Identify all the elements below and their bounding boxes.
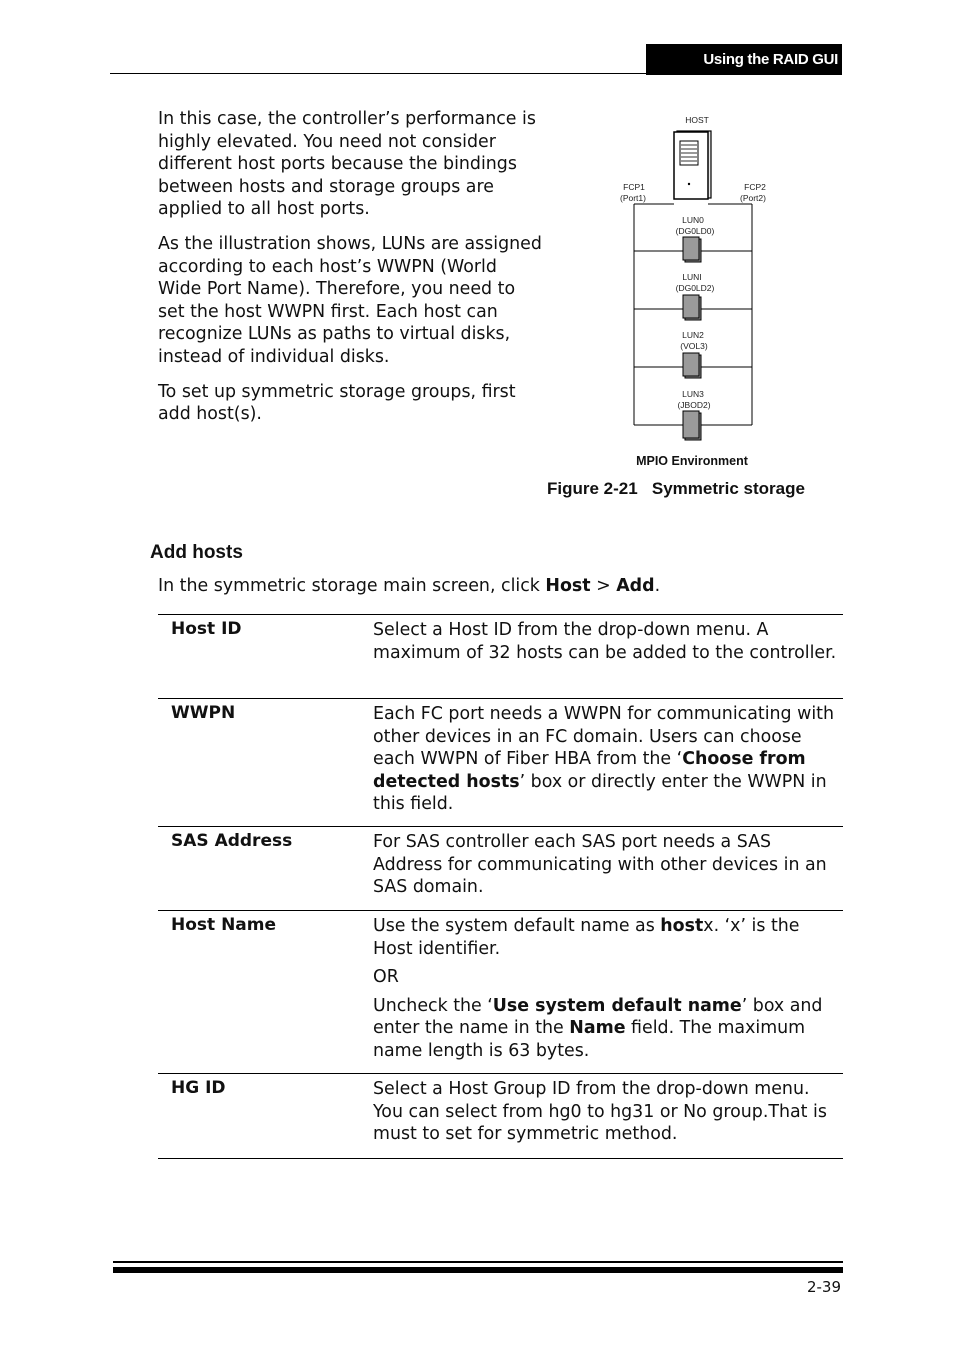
host-label: HOST [685, 115, 709, 125]
field-description [373, 827, 843, 910]
description-part: field. The maximum name length is 63 bytes. [373, 1018, 806, 1061]
section-title: Add hosts [150, 542, 243, 563]
environment-label: MPIO Environment [636, 454, 748, 468]
lun-target: (DG0LD2) [675, 283, 715, 293]
lead-text [158, 576, 660, 596]
description-emphasis: Use system default name [492, 995, 742, 1016]
field-description-text: OR [373, 967, 399, 988]
field-description [373, 911, 843, 1073]
description-part: Uncheck the ‘ [373, 995, 493, 1016]
description-part: ’ box or directly enter the WWPN in this field. [373, 771, 827, 815]
fcp1-label: FCP1 [623, 182, 645, 192]
field-description [373, 615, 843, 698]
description-part: ’ box and enter the name in the [373, 995, 823, 1039]
description-emphasis: Choose from detected hosts [373, 749, 806, 792]
intro-paragraph: To set up symmetric storage groups, first add host(s). [158, 381, 516, 425]
field-table [158, 614, 843, 1159]
lun-target: (VOL3) [680, 341, 708, 351]
description-emphasis: host [660, 916, 704, 936]
section-header-label: Using the RAID GUI [703, 51, 838, 68]
table-row [158, 827, 843, 911]
field-description-text: For SAS controller each SAS port needs a SAS Address for communicating with other devices in an SAS domain. [373, 832, 827, 898]
fcp2-label: FCP2 [744, 182, 766, 192]
description-part: Use the system default name as [373, 916, 661, 936]
description-emphasis: Name [569, 1018, 626, 1039]
lun2-disk-icon [683, 353, 701, 378]
field-term: Host Name [171, 915, 277, 935]
intro-text [158, 108, 543, 438]
field-term: HG ID [171, 1078, 226, 1098]
footer-rule [113, 1261, 843, 1263]
lun-target: (JBOD2) [677, 400, 711, 410]
port1-label: (Port1) [620, 193, 646, 203]
field-description-text [373, 995, 839, 1063]
lead-text-part: . [654, 576, 661, 596]
field-term: Host ID [171, 619, 242, 639]
footer-bar [113, 1267, 843, 1273]
table-row [158, 1074, 843, 1159]
lun-name: LUN0 [682, 215, 704, 225]
lead-text-part: In the symmetric storage main screen, click [158, 576, 546, 596]
field-description [373, 699, 843, 826]
add-menu-label: Add [616, 576, 655, 596]
description-part: Each FC port needs a WWPN for communicating with other devices in an FC domain. Users can choose each WWPN of Fiber HBA from the ‘ [373, 704, 835, 770]
port2-label: (Port2) [740, 193, 766, 203]
field-term: WWPN [171, 703, 236, 723]
lun-target: (DG0LD0) [675, 226, 715, 236]
lun-name: LUN3 [682, 389, 704, 399]
figure-caption: Figure 2-21 Symmetric storage [547, 479, 805, 498]
intro-paragraph: In this case, the controller’s performance is highly elevated. You need not consider different host ports because the bindings between hosts and storage groups are applied to all host ports. [158, 109, 536, 220]
description-part: x. ‘x’ is the Host identifier. [373, 916, 800, 959]
table-row [158, 911, 843, 1074]
field-description-text [373, 703, 839, 816]
field-description-text: Select a Host ID from the drop-down menu. A maximum of 32 hosts can be added to the controller. [373, 620, 837, 663]
section-header [646, 44, 842, 75]
lead-separator: > [590, 576, 617, 596]
field-description-text [373, 915, 839, 960]
lun-name: LUN2 [682, 330, 704, 340]
host-menu-label: Host [545, 576, 591, 596]
field-description-text: Select a Host Group ID from the drop-down menu. You can select from hg0 to hg31 or No group.That is must to set for symmetric method. [373, 1079, 827, 1145]
mpio-diagram [600, 108, 800, 478]
table-row [158, 615, 843, 699]
host-server-icon [674, 131, 711, 199]
lun1-disk-icon [683, 295, 701, 320]
lun-name: LUNI [682, 272, 702, 282]
lun0-disk-icon [683, 237, 701, 262]
header-rule [110, 73, 646, 74]
lun3-disk-icon [683, 411, 701, 440]
field-term: SAS Address [171, 831, 293, 851]
intro-paragraph: As the illustration shows, LUNs are assigned according to each host’s WWPN (World Wide Port Name). Therefore, you need to set the host WWPN first. Each host can recognize LUNs as paths to virtual disks, instead of individual disks. [158, 233, 542, 367]
page-number: 2-39 [806, 1278, 841, 1296]
field-description [373, 1074, 843, 1158]
table-row [158, 699, 843, 827]
